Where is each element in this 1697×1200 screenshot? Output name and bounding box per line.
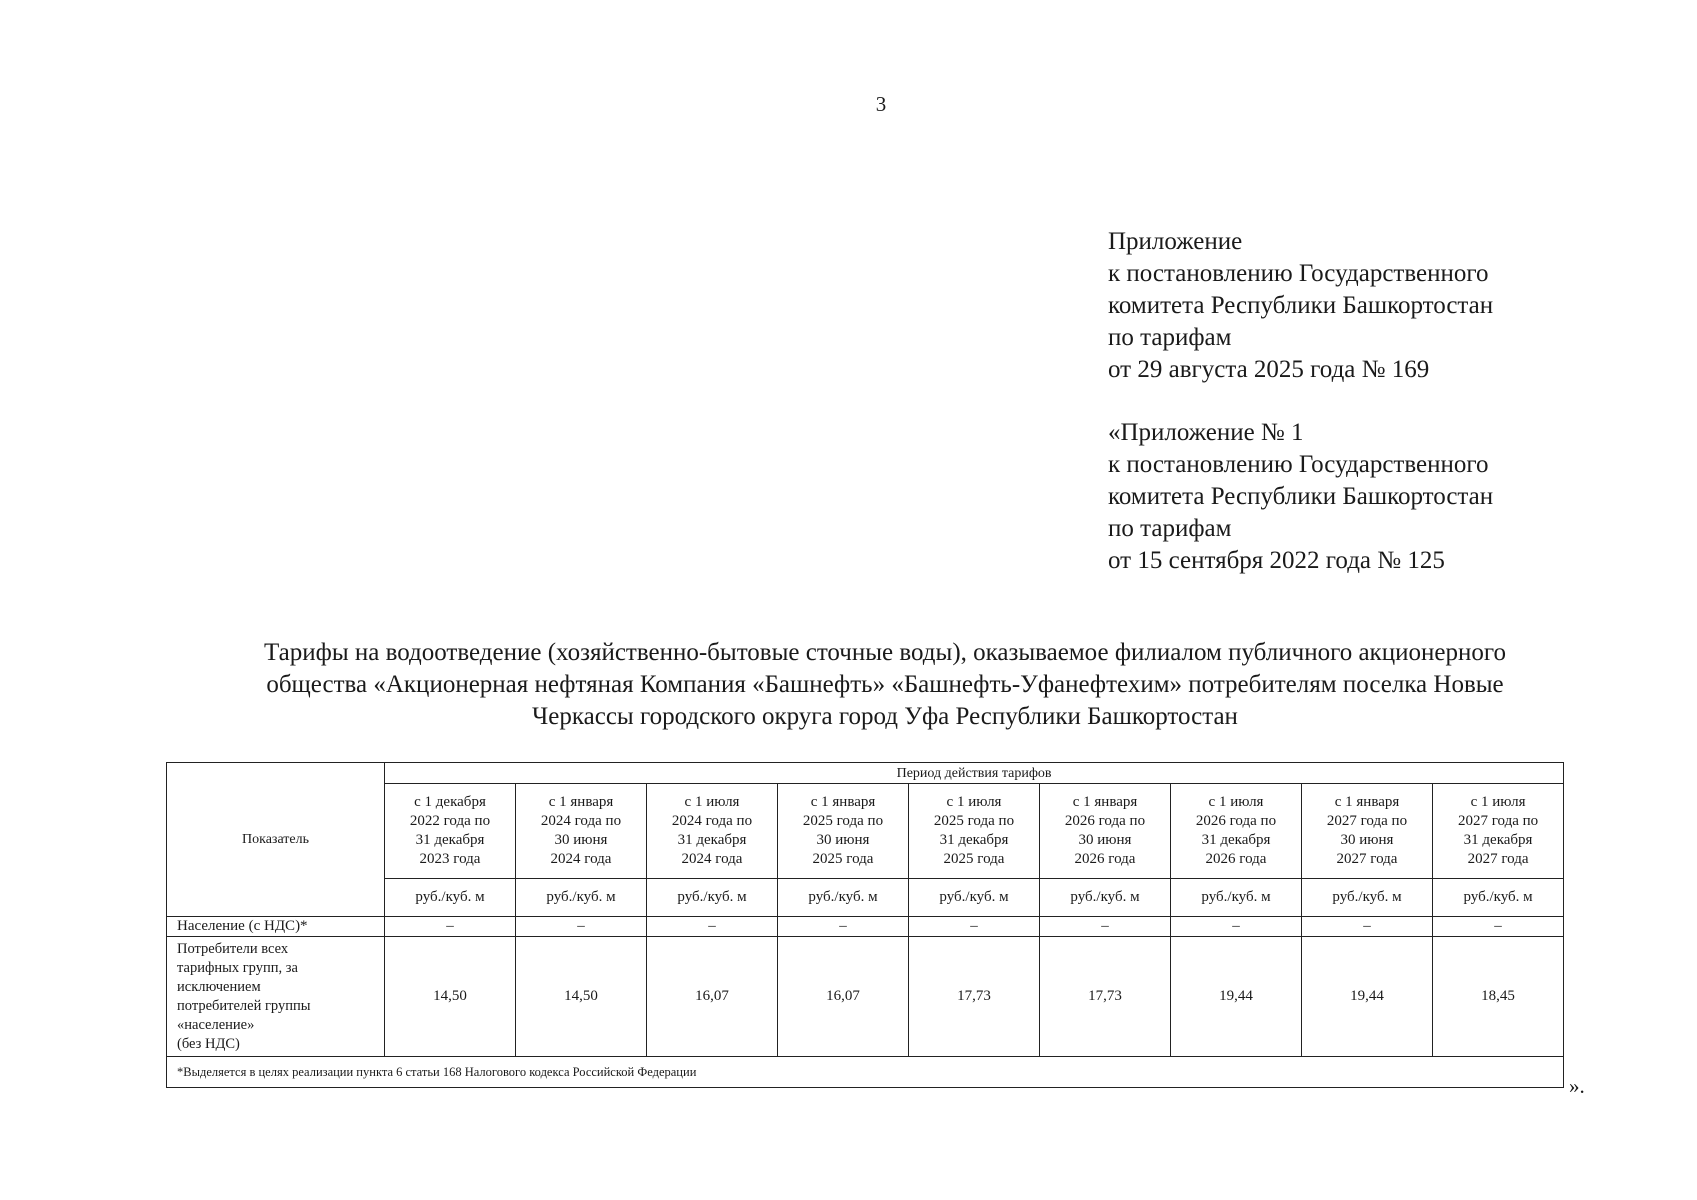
tariff-value-cell: – — [778, 917, 909, 937]
period-column-header — [909, 784, 1040, 879]
tariff-value-cell: 17,73 — [909, 937, 1040, 1057]
period-line: 2026 года — [1074, 851, 1136, 867]
period-header: Период действия тарифов — [385, 763, 1564, 784]
period-line: 2024 года — [681, 851, 743, 867]
indicator-header: Показатель — [167, 763, 385, 917]
period-column-header — [647, 784, 778, 879]
period-line: с 1 января — [810, 794, 876, 810]
document-title — [190, 637, 1580, 733]
tariff-value-cell: 19,44 — [1171, 937, 1302, 1057]
row-label-line: тарифных групп, за — [177, 959, 298, 976]
period-line: с 1 июля — [1470, 794, 1526, 810]
tariff-value-cell: 16,07 — [778, 937, 909, 1057]
tariff-value-cell: – — [647, 917, 778, 937]
appendix-line: к постановлению Государственного — [1108, 451, 1489, 478]
closing-quote-mark: ». — [1569, 1074, 1585, 1098]
period-line: 2027 года по — [1326, 813, 1408, 829]
period-line: с 1 января — [1072, 794, 1138, 810]
tariff-value-cell: 14,50 — [516, 937, 647, 1057]
appendix-block-current — [1108, 226, 1493, 386]
period-line: 2023 года — [419, 851, 481, 867]
page-number: 3 — [875, 92, 887, 116]
tariff-value-cell: 17,73 — [1040, 937, 1171, 1057]
period-line: 31 декабря — [1463, 832, 1533, 848]
period-line: с 1 января — [1334, 794, 1400, 810]
appendix-line: от 29 августа 2025 года № 169 — [1108, 356, 1430, 383]
title-line: Тарифы на водоотведение (хозяйственно-бытовые сточные воды), оказываемое филиалом публичного акционерного — [264, 639, 1506, 666]
period-line: 30 июня — [1340, 832, 1394, 848]
unit-cell: руб./куб. м — [1433, 879, 1564, 917]
period-column-header — [385, 784, 516, 879]
table-footnote: *Выделяется в целях реализации пункта 6 статьи 168 Налогового кодекса Российской Федерации — [167, 1057, 1564, 1088]
row-label-line: потребителей группы — [177, 997, 311, 1014]
period-column-header — [516, 784, 647, 879]
appendix-line: по тарифам — [1108, 324, 1232, 351]
title-line: Черкассы городского округа город Уфа Республики Башкортостан — [532, 703, 1238, 730]
table-row — [167, 917, 1564, 937]
appendix-line: по тарифам — [1108, 515, 1232, 542]
tariff-table — [166, 762, 1564, 1088]
tariff-value-cell: – — [385, 917, 516, 937]
period-line: с 1 июля — [1208, 794, 1264, 810]
period-line: 2026 года по — [1064, 813, 1146, 829]
tariff-value-cell: – — [1171, 917, 1302, 937]
appendix-header — [1108, 226, 1493, 577]
period-column-header — [1433, 784, 1564, 879]
period-line: 31 декабря — [415, 832, 485, 848]
row-label-line: (без НДС) — [177, 1035, 240, 1052]
period-line: 2027 года — [1336, 851, 1398, 867]
tariff-value-cell: – — [1302, 917, 1433, 937]
row-label-line: Потребители всех — [177, 940, 289, 957]
tariff-value-cell: – — [909, 917, 1040, 937]
unit-cell: руб./куб. м — [385, 879, 516, 917]
period-line: 30 июня — [1078, 832, 1132, 848]
period-line: 30 июня — [554, 832, 608, 848]
row-label-line: исключением — [177, 978, 261, 995]
title-line: общества «Акционерная нефтяная Компания «Башнефть» «Башнефть-Уфанефтехим» потребителям поселка Новые — [266, 671, 1504, 698]
period-line: 2025 года — [812, 851, 874, 867]
period-line: 2025 года по — [933, 813, 1015, 829]
period-line: с 1 июля — [684, 794, 740, 810]
tariff-value-cell: 18,45 — [1433, 937, 1564, 1057]
tariff-value-cell: – — [516, 917, 647, 937]
appendix-line: от 15 сентября 2022 года № 125 — [1108, 547, 1445, 574]
period-line: 2026 года — [1205, 851, 1267, 867]
period-line: 31 декабря — [677, 832, 747, 848]
appendix-block-previous — [1108, 417, 1493, 577]
unit-cell: руб./куб. м — [909, 879, 1040, 917]
period-column-header — [1040, 784, 1171, 879]
unit-cell: руб./куб. м — [778, 879, 909, 917]
period-line: с 1 декабря — [414, 794, 486, 810]
period-line: 31 декабря — [939, 832, 1009, 848]
period-line: с 1 января — [548, 794, 614, 810]
row-label — [167, 937, 385, 1057]
period-line: 2025 года по — [802, 813, 884, 829]
row-label-line: Население (с НДС)* — [177, 918, 308, 934]
tariff-value-cell: – — [1433, 917, 1564, 937]
period-line: 2022 года по — [409, 813, 491, 829]
unit-cell: руб./куб. м — [516, 879, 647, 917]
period-column-header — [1171, 784, 1302, 879]
tariff-value-cell: – — [1040, 917, 1171, 937]
unit-cell: руб./куб. м — [1040, 879, 1171, 917]
period-line: 2024 года — [550, 851, 612, 867]
unit-cell: руб./куб. м — [1302, 879, 1433, 917]
unit-cell: руб./куб. м — [1171, 879, 1302, 917]
period-line: 2025 года — [943, 851, 1005, 867]
appendix-line: Приложение — [1108, 228, 1243, 255]
period-line: 2024 года по — [540, 813, 622, 829]
tariff-value-cell: 16,07 — [647, 937, 778, 1057]
appendix-line: комитета Республики Башкортостан — [1108, 292, 1494, 319]
unit-cell: руб./куб. м — [647, 879, 778, 917]
appendix-line: к постановлению Государственного — [1108, 260, 1489, 287]
period-line: 2024 года по — [671, 813, 753, 829]
period-line: 2026 года по — [1195, 813, 1277, 829]
period-line: 31 декабря — [1201, 832, 1271, 848]
tariff-value-cell: 19,44 — [1302, 937, 1433, 1057]
period-line: 2027 года по — [1457, 813, 1539, 829]
appendix-line: «Приложение № 1 — [1108, 419, 1304, 446]
period-line: 2027 года — [1467, 851, 1529, 867]
period-column-header — [778, 784, 909, 879]
period-column-header — [1302, 784, 1433, 879]
period-line: 30 июня — [816, 832, 870, 848]
row-label-line: «население» — [177, 1016, 255, 1033]
tariff-value-cell: 14,50 — [385, 937, 516, 1057]
table-row — [167, 937, 1564, 1057]
period-line: с 1 июля — [946, 794, 1002, 810]
appendix-line: комитета Республики Башкортостан — [1108, 483, 1494, 510]
row-label — [167, 917, 385, 937]
